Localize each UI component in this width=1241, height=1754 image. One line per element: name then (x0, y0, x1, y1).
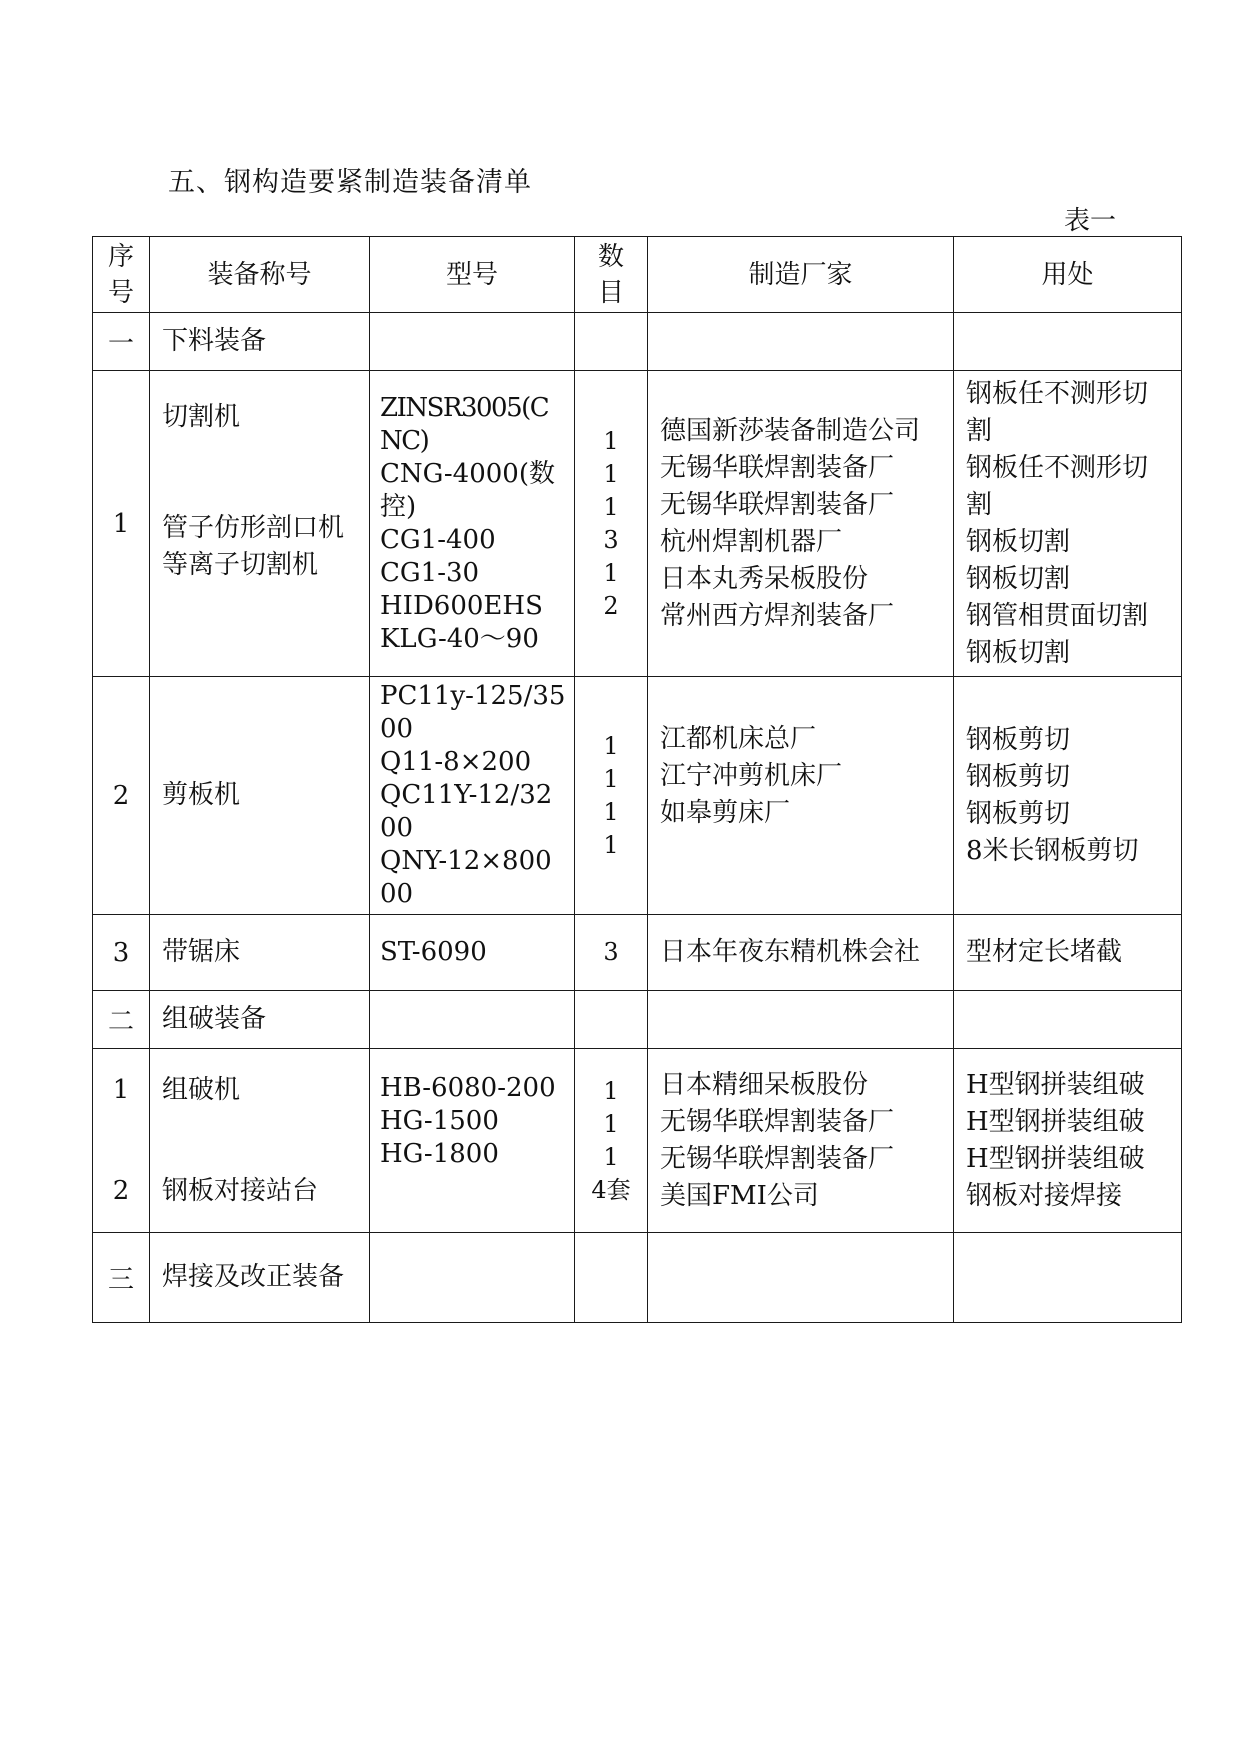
row-seq: 1 (112, 1074, 130, 1105)
table-row (93, 915, 1182, 991)
model-value: QC11Y-12/3200 (380, 780, 553, 843)
maker-value: 如皋剪床厂 (660, 798, 791, 828)
equipment-name: 切割机 (162, 402, 241, 432)
section-row (93, 313, 1182, 371)
header-use: 用处 (954, 237, 1182, 313)
qty-value: 2 (603, 591, 619, 620)
use-cell (954, 371, 1182, 677)
equipment-name: 管子仿形剖口机 (162, 513, 345, 543)
use-value: 钢板剪切 (966, 798, 1071, 829)
section-seq: 一 (93, 313, 150, 371)
maker-value: 江都机床总厂 (660, 724, 817, 754)
table-label: 表一 (1063, 206, 1116, 236)
row-seq: 1 (93, 371, 150, 677)
header-row (93, 237, 1182, 313)
use-value: 钢板任不测形切割 (966, 452, 1149, 520)
qty-value: 1 (603, 830, 619, 859)
row-seq: 2 (112, 1175, 130, 1206)
maker-value: 杭州焊割机器厂 (660, 526, 843, 557)
row-seq-cell (93, 1049, 150, 1233)
equipment-name: 等离子切割机 (162, 550, 319, 580)
model-value: CNG-4000(数控) (380, 458, 555, 522)
model-value: HID600EHS (380, 590, 543, 621)
use-value: 钢板任不测形切割 (966, 378, 1149, 446)
table-row (93, 1049, 1182, 1233)
section-title: 组破装备 (150, 991, 370, 1049)
section-seq: 三 (93, 1233, 150, 1323)
header-name: 装备称号 (150, 237, 370, 313)
model-value: KLG-40～90 (380, 623, 539, 654)
maker-cell (648, 1049, 954, 1233)
model-cell (370, 1049, 575, 1233)
maker-value: 日本精细呆板股份 (660, 1069, 869, 1100)
use-value: 8米长钢板剪切 (966, 835, 1139, 866)
section-title: 下料装备 (150, 313, 370, 371)
model-value: ZINSR3005(CNC) (380, 392, 549, 456)
maker-value: 无锡华联焊割装备厂 (660, 1143, 895, 1174)
maker-cell (648, 677, 954, 915)
model-cell (370, 371, 575, 677)
model-cell (370, 677, 575, 915)
qty-value: 1 (603, 558, 619, 587)
header-maker: 制造厂家 (648, 237, 954, 313)
row-seq: 2 (93, 677, 150, 915)
header-qty: 数目 (575, 237, 648, 313)
qty-value: 1 (603, 1076, 619, 1105)
equipment-name: 钢板对接站台 (162, 1175, 319, 1206)
qty-value: 1 (603, 492, 619, 521)
use-value: 钢板剪切 (966, 761, 1071, 792)
use-value: 钢板切割 (966, 563, 1071, 594)
section-row (93, 991, 1182, 1049)
qty-cell (575, 1049, 648, 1233)
model-value: ST-6090 (370, 915, 575, 991)
qty-value: 1 (603, 459, 619, 488)
maker-value: 江宁冲剪机床厂 (660, 761, 843, 791)
header-seq: 序号 (93, 237, 150, 313)
use-value: 钢板剪切 (966, 724, 1071, 755)
use-value: 钢板切割 (966, 526, 1071, 557)
model-value: PC11y-125/3500 (380, 681, 566, 744)
qty-value: 1 (603, 797, 619, 826)
model-value: CG1-30 (380, 557, 480, 588)
qty-cell (575, 677, 648, 915)
section-seq: 二 (93, 991, 150, 1049)
maker-value: 无锡华联焊割装备厂 (660, 1106, 895, 1137)
model-value: CG1-400 (380, 524, 496, 555)
model-value: HG-1500 (380, 1106, 499, 1136)
equipment-name: 带锯床 (150, 915, 370, 991)
maker-value: 德国新莎装备制造公司 (660, 415, 921, 446)
qty-cell (575, 371, 648, 677)
use-value: H型钢拼装组破 (966, 1143, 1145, 1174)
maker-value: 美国FMI公司 (660, 1180, 819, 1211)
model-value: HB-6080-200 (380, 1073, 556, 1103)
maker-value: 日本丸秀呆板股份 (660, 563, 869, 594)
section-row (93, 1233, 1182, 1323)
table-row (93, 677, 1182, 915)
section-title: 焊接及改正装备 (150, 1233, 370, 1323)
maker-value: 日本年夜东精机株会社 (648, 915, 954, 991)
use-value: 钢板切割 (966, 637, 1071, 668)
qty-value: 1 (603, 1142, 619, 1171)
model-value: Q11-8×200 (380, 747, 532, 777)
use-value: 钢管相贯面切割 (966, 600, 1149, 631)
maker-cell (648, 371, 954, 677)
maker-value: 常州西方焊剂装备厂 (660, 600, 895, 631)
header-model: 型号 (370, 237, 575, 313)
equipment-name-cell (150, 371, 370, 677)
use-cell (954, 677, 1182, 915)
page-title: 五、钢构造要紧制造装备清单 (168, 167, 532, 198)
use-value: 型材定长堵截 (954, 915, 1182, 991)
equipment-name: 组破机 (162, 1074, 241, 1105)
use-value: H型钢拼装组破 (966, 1069, 1145, 1100)
table-row (93, 371, 1182, 677)
model-value: QNY-12×80000 (380, 846, 552, 909)
model-value: HG-1800 (380, 1139, 499, 1169)
maker-value: 无锡华联焊割装备厂 (660, 489, 895, 520)
equipment-name-cell (150, 1049, 370, 1233)
use-value: 钢板对接焊接 (966, 1180, 1123, 1211)
qty-value: 3 (575, 915, 648, 991)
qty-value: 1 (603, 731, 619, 760)
qty-value: 1 (603, 1109, 619, 1138)
qty-value: 4套 (591, 1175, 631, 1204)
row-seq: 3 (93, 915, 150, 991)
use-cell (954, 1049, 1182, 1233)
maker-value: 无锡华联焊割装备厂 (660, 452, 895, 483)
equipment-name: 剪板机 (150, 677, 370, 915)
equipment-table (92, 236, 1182, 1323)
qty-value: 3 (603, 525, 619, 554)
use-value: H型钢拼装组破 (966, 1106, 1145, 1137)
qty-value: 1 (603, 426, 619, 455)
qty-value: 1 (603, 764, 619, 793)
